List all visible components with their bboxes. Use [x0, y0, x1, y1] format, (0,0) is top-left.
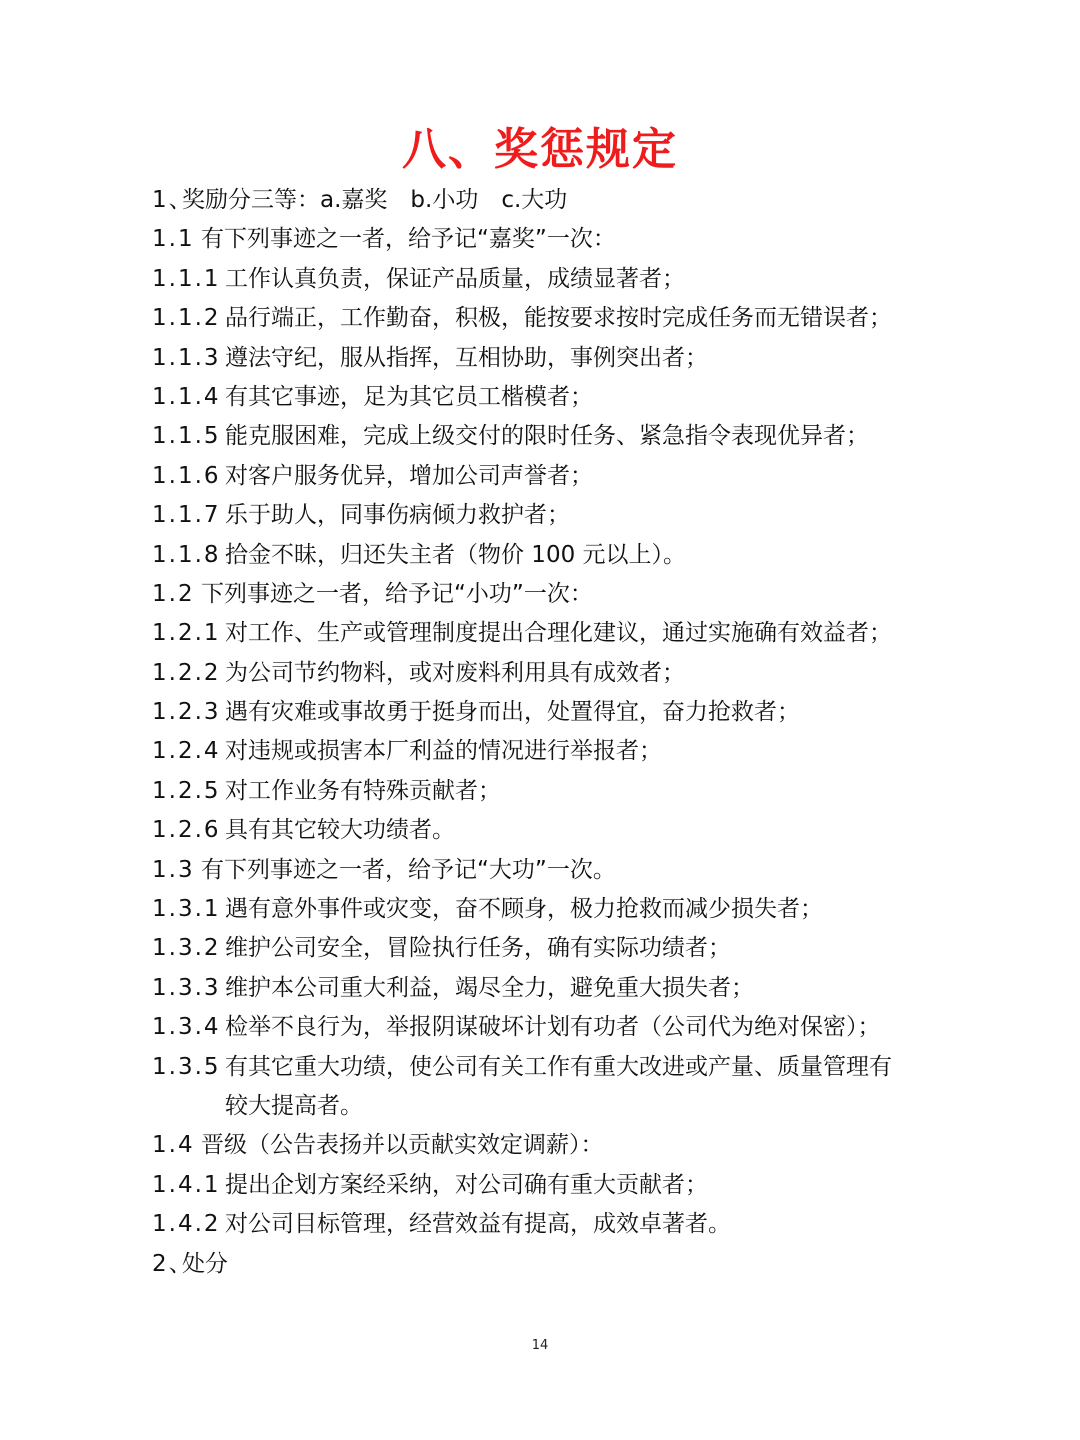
item-text: 能克服困难，完成上级交付的限时任务、紧急指令表现优异者； — [225, 423, 869, 450]
item-number: 1.3.2 — [152, 935, 221, 962]
list-item — [152, 260, 952, 299]
list-item — [152, 220, 952, 259]
item-text: 遇有意外事件或灾变，奋不顾身，极力抢救而减少损失者； — [225, 896, 823, 923]
item-number: 1.1.6 — [152, 462, 221, 489]
item-text: 有下列事迹之一者，给予记“大功”一次。 — [201, 856, 616, 883]
item-number: 1.1.7 — [152, 502, 221, 529]
item-text: 对客户服务优异，增加公司声誉者； — [225, 462, 593, 489]
list-item — [152, 693, 952, 732]
item-number: 1.1 — [152, 226, 195, 253]
item-number: 1.3.5 — [152, 1053, 221, 1080]
item-number: 1.2.2 — [152, 659, 221, 686]
item-text: 对工作业务有特殊贡献者； — [225, 777, 501, 804]
list-item — [152, 1245, 952, 1284]
list-item — [152, 496, 952, 535]
item-text: 检举不良行为，举报阴谋破坏计划有功者（公司代为绝对保密）； — [225, 1014, 881, 1041]
list-item — [152, 890, 952, 929]
item-text: 为公司节约物料，或对废料利用具有成效者； — [225, 659, 685, 686]
list-item — [152, 811, 952, 850]
item-number: 1.2.4 — [152, 738, 221, 765]
list-item — [152, 1008, 952, 1047]
item-number: 1.3.4 — [152, 1014, 221, 1041]
item-text: 遇有灾难或事故勇于挺身而出，处置得宜，奋力抢救者； — [225, 699, 800, 726]
item-text: 乐于助人，同事伤病倾力救护者； — [225, 502, 570, 529]
list-item — [152, 1048, 952, 1087]
page-title: 八、奖惩规定 — [402, 124, 678, 175]
item-number: 1.1.2 — [152, 305, 221, 332]
item-number: 1.1.5 — [152, 423, 221, 450]
list-item — [152, 851, 952, 890]
item-text: 有下列事迹之一者，给予记“嘉奖”一次： — [201, 226, 616, 253]
list-item — [152, 417, 952, 456]
item-text: 工作认真负责，保证产品质量，成绩显著者； — [225, 265, 685, 292]
item-text: 对公司目标管理，经营效益有提高，成效卓著者。 — [225, 1211, 731, 1238]
item-number: 1.3.3 — [152, 974, 221, 1001]
item-text: 处分 — [182, 1250, 228, 1277]
list-item — [152, 299, 952, 338]
item-number: 1.1.3 — [152, 344, 221, 371]
page-number: 14 — [531, 1338, 549, 1353]
item-number: 1.4 — [152, 1132, 195, 1159]
item-text: 对违规或损害本厂利益的情况进行举报者； — [225, 738, 662, 765]
list-item — [152, 378, 952, 417]
item-text: 遵法守纪，服从指挥，互相协助，事例突出者； — [225, 344, 708, 371]
list-item — [152, 457, 952, 496]
item-number: 1.2.5 — [152, 777, 221, 804]
item-text: 品行端正，工作勤奋，积极，能按要求按时完成任务而无错误者； — [225, 305, 892, 332]
item-number: 1.1.1 — [152, 265, 221, 292]
item-text: 下列事迹之一者，给予记“小功”一次： — [201, 580, 593, 607]
list-item — [152, 654, 952, 693]
item-text: 晋级（公告表扬并以贡献实效定调薪）： — [201, 1132, 604, 1159]
item-number: 1.2 — [152, 580, 195, 607]
item-number: 1.2.3 — [152, 699, 221, 726]
list-item — [152, 1126, 952, 1165]
list-item — [152, 536, 952, 575]
item-number: 1.4.1 — [152, 1171, 221, 1198]
list-item — [152, 614, 952, 653]
item-number: 1.4.2 — [152, 1211, 221, 1238]
item-text: 具有其它较大功绩者。 — [225, 817, 455, 844]
list-item — [152, 1166, 952, 1205]
item-text: 较大提高者。 — [225, 1092, 363, 1119]
item-number: 1.2.6 — [152, 817, 221, 844]
list-item — [152, 732, 952, 771]
item-text: 奖励分三等：a.嘉奖 b.小功 c.大功 — [182, 187, 568, 213]
list-item — [152, 1205, 952, 1244]
list-item — [152, 575, 952, 614]
item-number: 1.1.4 — [152, 383, 221, 410]
item-text: 提出企划方案经采纳，对公司确有重大贡献者； — [225, 1171, 708, 1198]
item-text: 维护公司安全，冒险执行任务，确有实际功绩者； — [225, 935, 731, 962]
list-item — [152, 929, 952, 968]
list-item — [152, 339, 952, 378]
item-text: 拾金不昧，归还失主者（物价 100 元以上）。 — [225, 541, 687, 568]
list-item — [152, 969, 952, 1008]
list-item — [152, 772, 952, 811]
item-text: 有其它重大功绩，使公司有关工作有重大改进或产量、质量管理有 — [225, 1053, 892, 1080]
rules-list — [152, 181, 952, 1284]
item-number: 1、 — [152, 187, 194, 213]
list-item — [152, 181, 952, 220]
item-number: 1.1.8 — [152, 541, 221, 568]
item-number: 1.2.1 — [152, 620, 221, 647]
list-item-continuation — [152, 1087, 952, 1126]
item-text: 对工作、生产或管理制度提出合理化建议，通过实施确有效益者； — [225, 620, 892, 647]
item-text: 维护本公司重大利益，竭尽全力，避免重大损失者； — [225, 974, 754, 1001]
item-text: 有其它事迹，足为其它员工楷模者； — [225, 383, 593, 410]
item-number: 1.3 — [152, 856, 195, 883]
item-number: 1.3.1 — [152, 896, 221, 923]
item-number: 2、 — [152, 1250, 194, 1277]
